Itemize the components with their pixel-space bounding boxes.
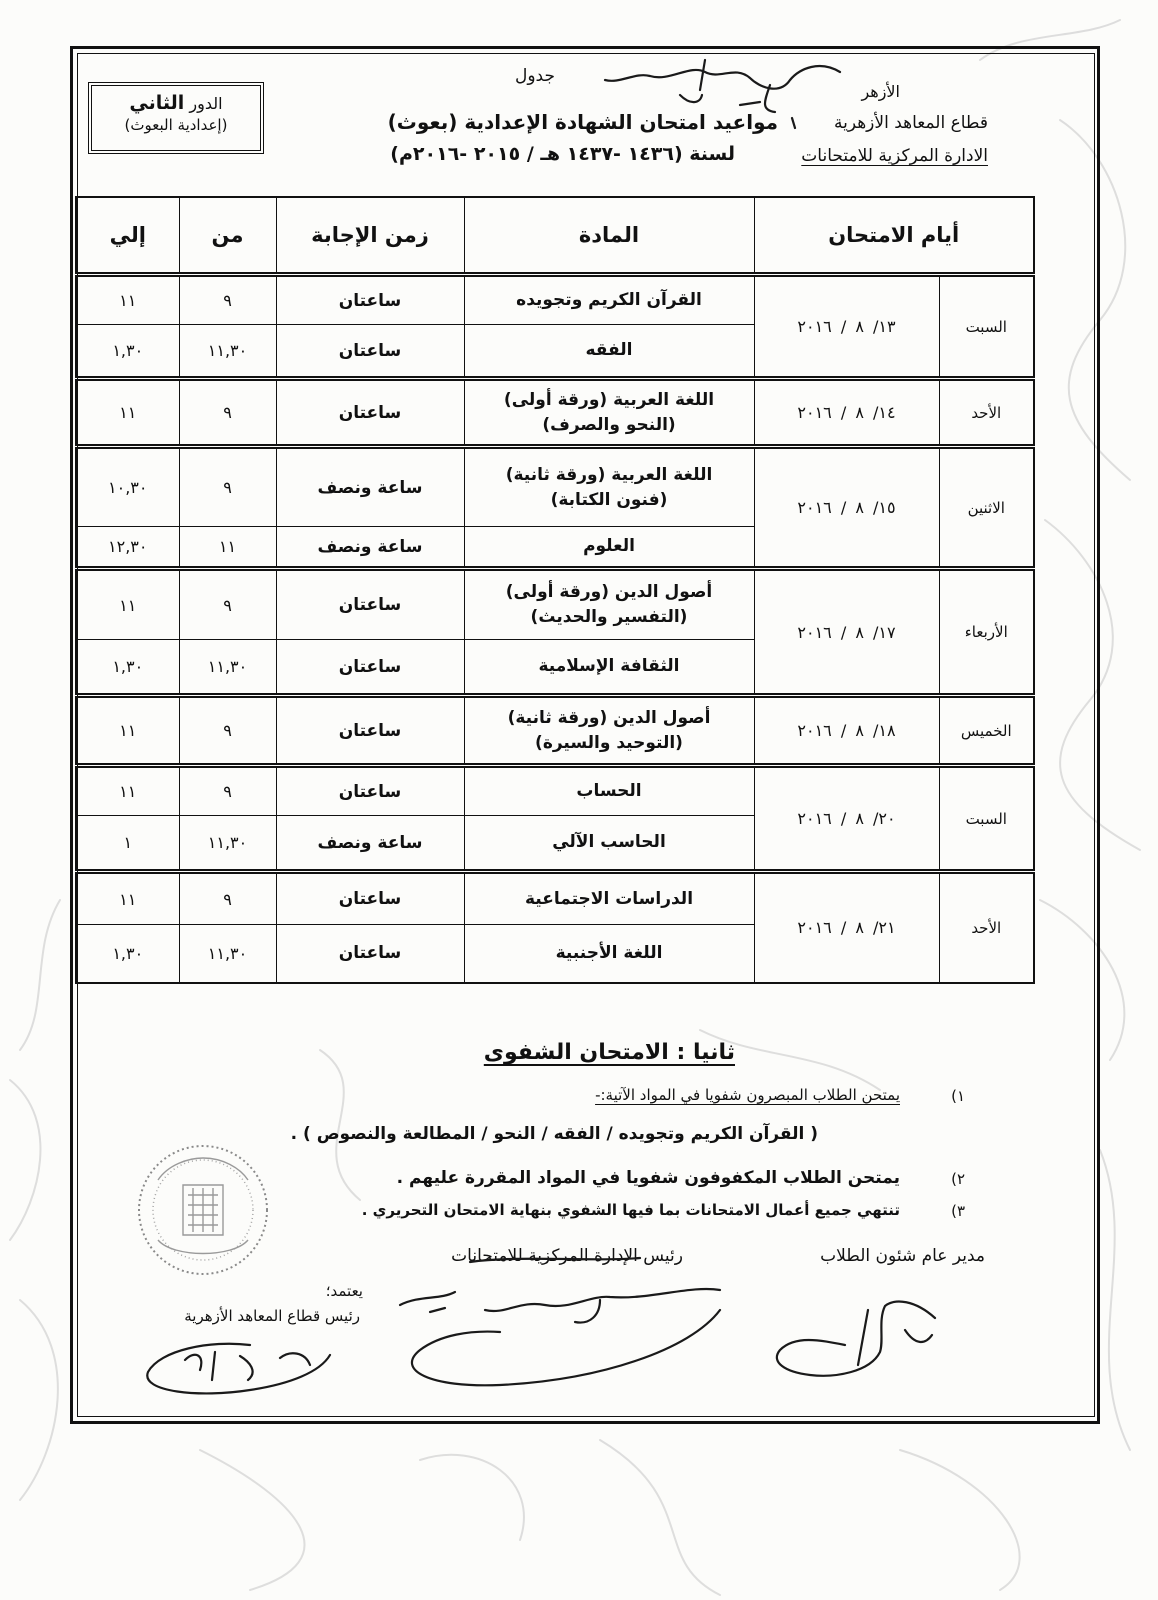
session-line <box>92 92 260 114</box>
item-number: ٣) <box>951 1202 965 1220</box>
to-cell: ١,٣٠ <box>76 925 179 983</box>
subject-line: أصول الدين (ورقة ثانية) <box>507 707 711 728</box>
header-department: الادارة المركزية للامتحانات <box>801 146 988 166</box>
subject-line: اللغة الأجنبية <box>555 942 663 963</box>
subject-line: الفقه <box>585 340 633 361</box>
table-row <box>76 379 1034 447</box>
subject-cell <box>464 766 754 816</box>
subject-line: اللغة العربية (ورقة أولى) <box>503 389 715 410</box>
header-from: من <box>179 197 276 275</box>
subject-line: (التوحيد والسيرة) <box>535 732 683 753</box>
duration-cell: ساعتان <box>276 379 464 447</box>
approval-label: يعتمد؛ <box>325 1282 363 1300</box>
header-doc-type: جدول <box>515 66 555 86</box>
item-number: ١) <box>951 1087 965 1105</box>
to-cell: ١٢,٣٠ <box>76 527 179 569</box>
table-row <box>76 447 1034 527</box>
to-cell: ١١ <box>76 275 179 325</box>
duration-cell: ساعتان <box>276 766 464 816</box>
oral-subject-list: ( القرآن الكريم وتجويده / الفقه / النحو / المطالعة والنصوص ) . <box>290 1124 818 1144</box>
day-cell: السبت <box>939 275 1034 379</box>
duration-cell: ساعتان <box>276 640 464 696</box>
from-cell: ٩ <box>179 379 276 447</box>
header-exam-days: أيام الامتحان <box>754 197 1034 275</box>
subject-line: أصول الدين (ورقة أولى) <box>505 582 713 603</box>
oral-section-title: ثانيا : الامتحان الشفوى <box>483 1040 735 1065</box>
day-cell: السبت <box>939 766 1034 872</box>
subject-line: الثقافة الإسلامية <box>538 656 680 677</box>
oral-item-text: يمتحن الطلاب المكفوفون شفويا في المواد المقررة عليهم . <box>396 1168 900 1188</box>
from-cell: ٩ <box>179 696 276 766</box>
from-cell: ١١,٣٠ <box>179 325 276 379</box>
subject-cell <box>464 696 754 766</box>
subject-cell <box>464 527 754 569</box>
duration-cell: ساعتان <box>276 925 464 983</box>
table-row <box>76 872 1034 925</box>
date-cell: ١٨/ ٨ / ٢٠١٦ <box>754 696 939 766</box>
table-row <box>76 766 1034 816</box>
header-duration: زمن الإجابة <box>276 197 464 275</box>
duration-cell: ساعتان <box>276 325 464 379</box>
date-cell: ١٧/ ٨ / ٢٠١٦ <box>754 569 939 696</box>
oral-item-text: تنتهي جميع أعمال الامتحانات بما فيها الشفوي بنهاية الامتحان التحريري . <box>361 1201 900 1219</box>
to-cell: ١,٣٠ <box>76 325 179 379</box>
session-sub: (إعدادية البعوث) <box>124 116 228 134</box>
header-subject: المادة <box>464 197 754 275</box>
duration-cell: ساعة ونصف <box>276 527 464 569</box>
from-cell: ٩ <box>179 275 276 325</box>
subject-line: (التفسير والحديث) <box>530 607 688 627</box>
date-cell: ١٥/ ٨ / ٢٠١٦ <box>754 447 939 569</box>
date-cell: ١٤/ ٨ / ٢٠١٦ <box>754 379 939 447</box>
signature-label-students-affairs: مدير عام شئون الطلاب <box>820 1246 985 1266</box>
exam-schedule-table <box>75 196 1035 984</box>
subject-line: اللغة العربية (ورقة ثانية) <box>505 464 713 485</box>
subject-cell <box>464 925 754 983</box>
table-row <box>76 696 1034 766</box>
date-cell: ٢٠/ ٨ / ٢٠١٦ <box>754 766 939 872</box>
subject-line: الحساب <box>576 781 642 802</box>
from-cell: ٩ <box>179 872 276 925</box>
to-cell: ١١ <box>76 766 179 816</box>
subject-cell <box>464 379 754 447</box>
from-cell: ١١,٣٠ <box>179 640 276 696</box>
day-cell: الاثنين <box>939 447 1034 569</box>
duration-cell: ساعة ونصف <box>276 816 464 872</box>
subject-cell <box>464 640 754 696</box>
page-title: مواعيد امتحان الشهادة الإعدادية (بعوث) <box>387 110 778 134</box>
session-value: الثاني <box>129 92 185 114</box>
signature-label-sector-head: رئيس قطاع المعاهد الأزهرية <box>184 1307 360 1325</box>
day-cell: الأحد <box>939 872 1034 983</box>
header-sector: قطاع المعاهد الأزهرية <box>833 113 988 133</box>
from-cell: ٩ <box>179 766 276 816</box>
duration-cell: ساعتان <box>276 569 464 640</box>
subject-cell <box>464 816 754 872</box>
day-cell: الخميس <box>939 696 1034 766</box>
session-box <box>88 82 264 154</box>
table-row <box>76 275 1034 325</box>
subject-cell <box>464 872 754 925</box>
subject-line: الحاسب الآلي <box>552 832 666 853</box>
to-cell: ١١ <box>76 569 179 640</box>
header-year: لسنة (١٤٣٦ -١٤٣٧ هـ / ٢٠١٥ -٢٠١٦م) <box>390 143 735 165</box>
subject-cell <box>464 569 754 640</box>
to-cell: ١١ <box>76 696 179 766</box>
duration-cell: ساعتان <box>276 275 464 325</box>
subject-line: (النحو والصرف) <box>542 414 676 435</box>
subject-cell <box>464 325 754 379</box>
subject-line: القرآن الكريم وتجويده <box>516 290 702 311</box>
header-org: الأزهر <box>861 82 900 101</box>
from-cell: ١١ <box>179 527 276 569</box>
duration-cell: ساعتان <box>276 872 464 925</box>
oral-item-text: يمتحن الطلاب المبصرون شفويا في المواد الآتية:- <box>595 1086 900 1104</box>
day-cell: الأحد <box>939 379 1034 447</box>
from-cell: ٩ <box>179 569 276 640</box>
item-number: ٢) <box>951 1170 965 1188</box>
stamp-seal <box>128 1140 278 1280</box>
subject-line: الدراسات الاجتماعية <box>524 888 694 909</box>
date-cell: ٢١/ ٨ / ٢٠١٦ <box>754 872 939 983</box>
from-cell: ١١,٣٠ <box>179 925 276 983</box>
subject-line: العلوم <box>583 536 635 557</box>
to-cell: ١ <box>76 816 179 872</box>
date-cell: ١٣/ ٨ / ٢٠١٦ <box>754 275 939 379</box>
signature-label-exams-head: رئيس الإدارة المركزية للامتحانات <box>451 1246 683 1266</box>
day-cell: الأربعاء <box>939 569 1034 696</box>
subject-cell <box>464 275 754 325</box>
to-cell: ١١ <box>76 872 179 925</box>
header-to: إلي <box>76 197 179 275</box>
to-cell: ١١ <box>76 379 179 447</box>
subject-line: (فنون الكتابة) <box>550 489 668 510</box>
from-cell: ٩ <box>179 447 276 527</box>
to-cell: ١٠,٣٠ <box>76 447 179 527</box>
subject-cell <box>464 447 754 527</box>
table-row <box>76 569 1034 640</box>
duration-cell: ساعة ونصف <box>276 447 464 527</box>
from-cell: ١١,٣٠ <box>179 816 276 872</box>
session-label: الدور <box>189 94 223 113</box>
duration-cell: ساعتان <box>276 696 464 766</box>
table-header-row <box>76 197 1034 275</box>
to-cell: ١,٣٠ <box>76 640 179 696</box>
